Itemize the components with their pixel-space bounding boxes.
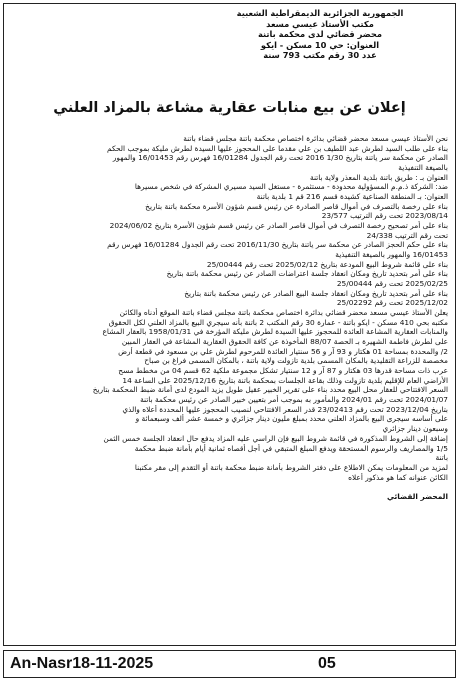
header-bailiff-title: محضر قضائي لدى محكمة باتنة (257, 29, 383, 40)
body-line: الأراضي العام للإقليم بلدية تازولت وذلك بقاعة الجلسات بمحكمة باتنة بتاريخ 2025/12/16 على الساعة 14 (122, 375, 448, 385)
body-line: بناء على أمر بتحديد تاريخ ومكان انعقاد جلسة البيع الصادر عن رئيس محكمة باتنة بتاريخ (184, 288, 448, 298)
notice-title: إعلان عن بيع منابات عقارية مشاعة بالمزاد العلني (53, 100, 406, 116)
notice-body (11, 134, 448, 502)
body-line: بناء على أمر تصحيح رخصة التصرف في أموال قاصر الصادر عن رئيس قسم شؤون الأسرة بتاريخ 2024/06/02 (109, 221, 448, 231)
body-line: وسبعون دينار جزائري (382, 424, 448, 434)
body-line: مكتبه بحي 410 مسكن - ايكو باتنة - عمارة 30 رقم المكتب 2 باتنة بأنه سيجري البيع بالمزاد العلني لكل الحقوق (108, 317, 448, 327)
body-line: 2024/01/07 تحت رقم 2024/01 والمأمور به بموجب أمر بتعيين خبير الصادر عن رئيس محكمة باتنة (140, 395, 448, 405)
office-header (195, 8, 445, 61)
publication-footer (3, 650, 456, 678)
publication-tag: An-Nasr18-11-2025 (10, 655, 154, 672)
page-number: 05 (318, 655, 336, 672)
body-line: بناء على رخصة بالتصرف في أموال قاصر الصادرة عن رئيس قسم شؤون الأسرة محكمة باتنة بتاريخ (145, 201, 448, 211)
body-line: الكائن عنوانه كما هو مذكور أعلاه (348, 472, 448, 482)
body-line: بالصيغة التنفيذية (398, 163, 448, 173)
body-line: ضد: الشركة ذ.م.م المسؤولية محدودة - مستثمرة - مستغل السيد مسيري المشركة في شخص مسيرها (134, 182, 448, 192)
body-line: على لطرش فاطمة الشهيرة بـ الحصة 88/07 المأخوذة عن كافة الحقوق العقارية المشاعة في العقار المبين (121, 337, 448, 347)
signature-line: المحضر القضائي (387, 491, 448, 501)
body-line: 2025/02/25 تحت رقم 25/00444 (336, 279, 448, 289)
header-office: مكتب الأستاذ عيسي مسعد (266, 18, 374, 29)
body-line: نحن الأستاذ عيسي مسعد محضر قضائي بدائرة اختصاص محكمة باتنة مجلس قضاء باتنة (183, 134, 448, 143)
body-line: 2/ والمحددة بمساحة 01 هكتار و 93 آر و 56 سنتيار العائدة للمرحوم لطرش علي بن مسعود في قطعة أرض (118, 346, 448, 356)
body-line: بناء على أمر بتحديد تاريخ ومكان انعقاد جلسة اعتراضات الصادر عن رئيس محكمة باتنة بتاريخ (166, 269, 448, 279)
body-line: 2025/12/02 تحت رقم 25/02292 (336, 298, 448, 308)
body-line: لمزيد من المعلومات يمكن الاطلاع على دفتر الشروط بأمانة ضبط محكمة باتنة أو التقدم إلى مقر مكتبنا (134, 462, 448, 472)
body-line: العنوان بـ : طريق باتنة بلدية المعذر ولاية باتنة (309, 172, 448, 182)
body-line: 1/5 والمصاريف والرسوم المستحقة ويدفع المبلغ المتبقي في أجل أقصاه ثمانية أيام بأمانة ضبط محكمة (134, 443, 448, 453)
body-line: مخصصة للزراعة التقليدية بالمكان المسمى بلدية تازولت ولاية باتنة ، بالمكان المسمى فراغ بن صباح (144, 356, 448, 366)
body-line: الصادر عن محكمة سر ياتنة بتاريخ 1/30 2016 تحت رقم الجدول 16/01284 فهرس رقم 16/01453 والمهور (112, 153, 448, 163)
body-line (11, 482, 448, 492)
body-line: باتنة (435, 453, 448, 463)
header-address: العنوان: حي 10 مسكن - ايكو (260, 39, 380, 50)
body-line: عرب ذات مساحة قدرها 03 هكتار و 87 آر و 12 سنتيار تشكل مجموعة ملكية 62 قسم 04 من مخطط مسح (118, 366, 448, 376)
body-line: بناء على قائمة شروط البيع المودعة بتاريخ 2025/02/12 تحت رقم 25/00444 (206, 259, 448, 269)
body-line: يعلن الأستاذ عيسي مسعد محضر قضائي بدائرة اختصاص محكمة باتنة مجلس قضاء باتنة الموقع أدناه والكائن (119, 308, 448, 318)
body-line: والمنابات العقارية المشاعة العائدة للمحجوز عليها السيدة لطرش مليكة المؤرخة في 1958/01/31 بالعقار المشاع (102, 327, 448, 337)
legal-notice-document (3, 3, 456, 646)
header-reference: عدد 30 رقم مكتب 793 سنة (263, 50, 377, 61)
header-republic: الجمهورية الجزائرية الديمقراطية الشعبية (236, 8, 404, 18)
body-line: تحت رقم الترتيب 24/338 (366, 230, 448, 240)
body-line: بناء على طلب السيد لطرش عبد اللطيف بن علي مقدما على المحجوز عليها السيدة لطرش مليكة بموجب الحكم (107, 143, 448, 153)
body-line: العنوان: بـ المنطقة الصناعية كشيدة قسم 216 قم 1 بلدية باتنة (256, 192, 448, 202)
body-line: 2023/08/14 تحت رقم الترتيب 23/577 (321, 211, 448, 221)
body-line: على أساسه سيجرى البيع بالمزاد العلني محدد بمبلغ مليون دينار جزائري و خمسة عشر ألف وسبعمائة و (135, 414, 448, 424)
body-line: بتاريخ 2023/12/04 تحت رقم 23/02413 قدر السعر الافتتاحي لنصيب المحجوز عليها المحددة أعلاه والذي (122, 404, 448, 414)
body-line: بناء على حكم الحجز الصادر عن محكمة سر ياتنة بتاريخ 2016/11/30 تحت رقم الجدول 16/01284 فهرس رقم (107, 240, 448, 250)
body-line: السعر الافتتاحي للعقار محل البيع محدد بناء على تقرير الخبير عقيل طويل يزيد المودع لدى أمانة ضبط المحكمة بتاريخ (92, 385, 448, 395)
body-line: إضافة إلى الشروط المذكورة في قائمة شروط البيع فإن الراسي عليه المزاد يدفع حال انعقاد الجلسة خمس الثمن (103, 433, 448, 443)
body-line: 16/01453 والمهور بالصيغة التنفيذية (335, 250, 448, 260)
